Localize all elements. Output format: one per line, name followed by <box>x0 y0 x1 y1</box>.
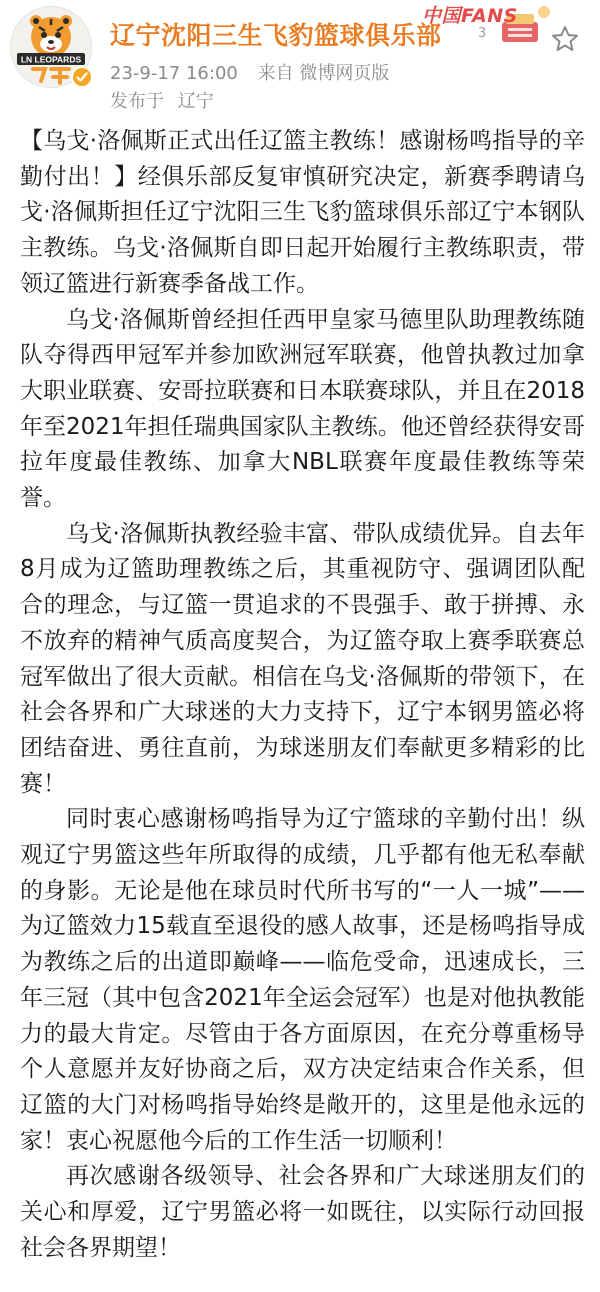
location-value: 辽宁 <box>177 91 214 112</box>
post-body <box>20 124 585 1267</box>
post-header <box>0 0 600 118</box>
post-paragraph: 同时衷心感谢杨鸣指导为辽宁篮球的辛勤付出！纵观辽宁男篮这些年所取得的成绩，几乎都有他无私奉献的身影。无论是他在球员时代所书写的“一人一城”——为辽篮效力15载直至退役的感人故事，还是杨鸣指导成为教练之后的出道即巅峰——临危受命，迅速成长，三年三冠（其中包含2021年全运会冠军）也是对他执教能力的最大肯定。尽管由于各方面原因，在充分尊重杨导个人意愿并友好协商之后，双方决定结束合作关系，但辽篮的大门对杨鸣指导始终是敞开的，这里是他永远的家！衷心祝愿他今后的工作生活一切顺利！ <box>20 806 585 1154</box>
fan-badge-label: 中国FANS <box>422 5 518 27</box>
post-source: 来自 微博网页版 <box>257 63 390 84</box>
post-location <box>110 87 214 113</box>
post-paragraph: 乌戈·洛佩斯曾经担任西甲皇家马德里队助理教练随队夺得西甲冠军并参加欧洲冠军联赛，他曾执教过加拿大职业联赛、安哥拉联赛和日本联赛球队，并且在2018年至2021年担任瑞典国家队主教练。他还曾经获得安哥拉年度最佳教练、加拿大NBL联赛年度最佳教练等荣誉。 <box>20 306 585 512</box>
fan-badge[interactable] <box>412 0 552 48</box>
location-prefix: 发布于 <box>110 91 164 112</box>
fan-badge-level: 3 <box>478 26 487 41</box>
author-name[interactable]: 辽宁沈阳三生飞豹篮球俱乐部 <box>110 21 442 50</box>
post-meta <box>110 59 389 85</box>
post-paragraph: 【乌戈·洛佩斯正式出任辽篮主教练！感谢杨鸣指导的辛勤付出！】经俱乐部反复审慎研究决定，新赛季聘请乌戈·洛佩斯担任辽宁沈阳三生飞豹篮球俱乐部辽宁本钢队主教练。乌戈·洛佩斯自即日起开始履行主教练职责，带领辽篮进行新赛季备战工作。 <box>20 128 585 297</box>
post-timestamp: 23-9-17 16:00 <box>110 63 238 84</box>
post-paragraph: 再次感谢各级领导、社会各界和广大球迷朋友们的关心和厚爱，辽宁男篮必将一如既往，以实际行动回报社会各界期望！ <box>20 1163 585 1261</box>
verified-badge-icon <box>71 66 93 88</box>
avatar-text: LN LEOPARDS <box>20 54 82 65</box>
post-paragraph: 乌戈·洛佩斯执教经验丰富、带队成绩优异。自去年8月成为辽篮助理教练之后，其重视防守、强调团队配合的理念，与辽篮一贯追求的不畏强手、敢于拼搏、永不放弃的精神气质高度契合，为辽篮夺取上赛季联赛总冠军做出了很大贡献。相信在乌戈·洛佩斯的带领下，在社会各界和广大球迷的大力支持下，辽宁本钢男篮必将团结奋进、勇往直前，为球迷朋友们奉献更多精彩的比赛！ <box>20 520 585 797</box>
star-outline-icon[interactable] <box>550 24 580 54</box>
